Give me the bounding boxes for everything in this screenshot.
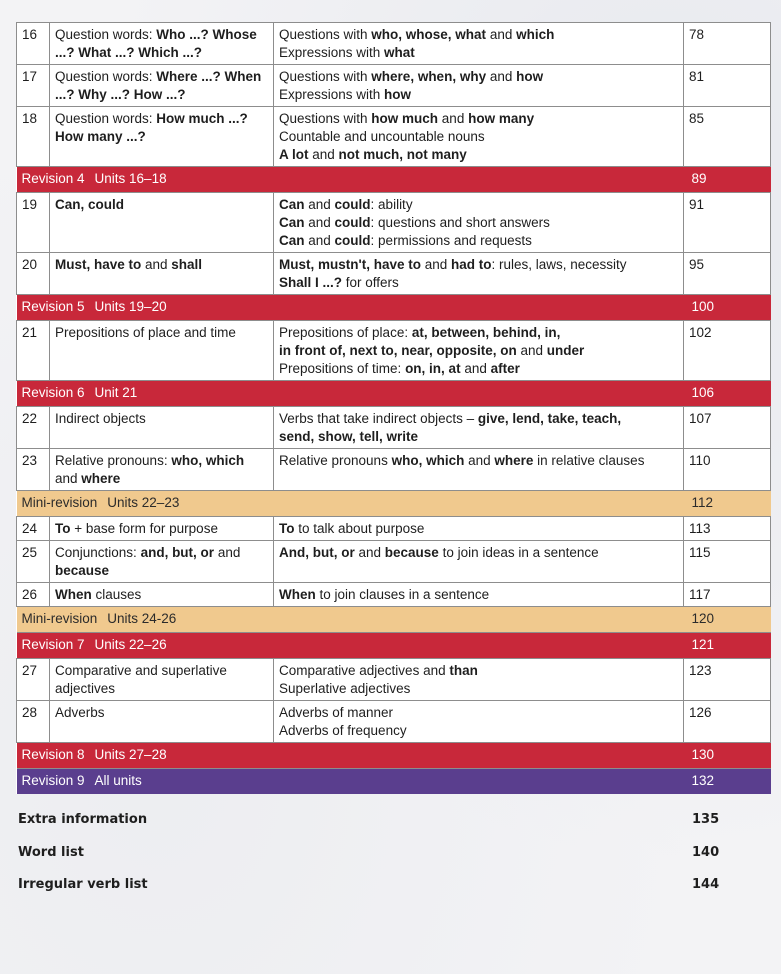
band-label: Revision 5 Units 19–20	[17, 295, 684, 321]
unit-number: 27	[17, 659, 50, 701]
band-label: Mini-revision Units 22–23	[17, 491, 684, 517]
unit-topic: Relative pronouns: who, which and where	[50, 449, 274, 491]
extra-sections	[18, 812, 718, 910]
page-number: 123	[684, 659, 771, 701]
unit-content: Can and could: ability Can and could: questions and short answers Can and could: permissions and requests	[274, 193, 684, 253]
unit-topic: Question words: Who ...? Whose ...? What ...? Which ...?	[50, 23, 274, 65]
unit-topic: When clauses	[50, 583, 274, 607]
unit-number: 23	[17, 449, 50, 491]
unit-topic: Question words: Where ...? When ...? Why ...? How ...?	[50, 65, 274, 107]
page-number: 130	[684, 743, 771, 769]
page-number: 106	[684, 381, 771, 407]
unit-number: 16	[17, 23, 50, 65]
unit-topic: Conjunctions: and, but, or and because	[50, 541, 274, 583]
revision-band-5	[17, 295, 771, 321]
unit-number: 17	[17, 65, 50, 107]
band-label: Revision 9 All units	[17, 769, 684, 795]
mini-revision-band-1	[17, 491, 771, 517]
unit-topic: Indirect objects	[50, 407, 274, 449]
unit-row-19	[17, 193, 771, 253]
page-number: 126	[684, 701, 771, 743]
unit-row-21	[17, 321, 771, 381]
page-number: 95	[684, 253, 771, 295]
extra-label: Irregular verb list	[18, 877, 148, 892]
revision-band-7	[17, 633, 771, 659]
extra-information-entry	[18, 812, 718, 845]
unit-row-16	[17, 23, 771, 65]
word-list-entry	[18, 845, 718, 878]
page-number: 85	[684, 107, 771, 167]
page-number: 89	[684, 167, 771, 193]
page-number: 81	[684, 65, 771, 107]
unit-content: Verbs that take indirect objects – give, lend, take, teach, send, show, tell, write	[274, 407, 684, 449]
unit-number: 24	[17, 517, 50, 541]
page-number: 112	[684, 491, 771, 517]
band-label: Mini-revision Units 24-26	[17, 607, 684, 633]
page-number: 107	[684, 407, 771, 449]
band-label: Revision 8 Units 27–28	[17, 743, 684, 769]
page-number: 144	[692, 877, 720, 892]
unit-number: 20	[17, 253, 50, 295]
unit-topic: Must, have to and shall	[50, 253, 274, 295]
unit-content: Questions with how much and how many Countable and uncountable nouns A lot and not much, not many	[274, 107, 684, 167]
unit-row-23	[17, 449, 771, 491]
unit-number: 22	[17, 407, 50, 449]
revision-band-6	[17, 381, 771, 407]
page-number: 135	[692, 812, 720, 827]
unit-topic: Comparative and superlative adjectives	[50, 659, 274, 701]
unit-row-26	[17, 583, 771, 607]
unit-number: 19	[17, 193, 50, 253]
page-number: 110	[684, 449, 771, 491]
unit-content: Comparative adjectives and than Superlative adjectives	[274, 659, 684, 701]
page-number: 78	[684, 23, 771, 65]
unit-content: Relative pronouns who, which and where in relative clauses	[274, 449, 684, 491]
contents-table	[16, 22, 771, 794]
page-number: 140	[692, 844, 720, 860]
unit-content: When to join clauses in a sentence	[274, 583, 684, 607]
unit-content: Questions with who, whose, what and which Expressions with what	[274, 23, 684, 65]
revision-band-4	[17, 167, 771, 193]
band-label: Revision 4 Units 16–18	[17, 167, 684, 193]
unit-content: Adverbs of manner Adverbs of frequency	[274, 701, 684, 743]
unit-number: 26	[17, 583, 50, 607]
page-number: 113	[684, 517, 771, 541]
unit-row-25	[17, 541, 771, 583]
extra-label: Word list	[18, 844, 84, 860]
unit-topic: Can, could	[50, 193, 274, 253]
unit-row-20	[17, 253, 771, 295]
unit-row-24	[17, 517, 771, 541]
page-number: 91	[684, 193, 771, 253]
unit-row-27	[17, 659, 771, 701]
revision-band-8	[17, 743, 771, 769]
unit-row-18	[17, 107, 771, 167]
page-number: 115	[684, 541, 771, 583]
page-number: 117	[684, 583, 771, 607]
irregular-verb-list-entry	[18, 877, 718, 910]
unit-content: And, but, or and because to join ideas in a sentence	[274, 541, 684, 583]
unit-topic: Prepositions of place and time	[50, 321, 274, 381]
page-number: 132	[684, 769, 771, 795]
unit-content: To to talk about purpose	[274, 517, 684, 541]
unit-topic: To + base form for purpose	[50, 517, 274, 541]
unit-content: Prepositions of place: at, between, behind, in, in front of, next to, near, opposite, on and under Prepositions of time: on, in, at and after	[274, 321, 684, 381]
unit-content: Must, mustn't, have to and had to: rules, laws, necessity Shall I ...? for offers	[274, 253, 684, 295]
revision-band-9	[17, 769, 771, 795]
mini-revision-band-2	[17, 607, 771, 633]
page-number: 120	[684, 607, 771, 633]
extra-label: Extra information	[18, 812, 148, 827]
page-number: 100	[684, 295, 771, 321]
band-label: Revision 6 Unit 21	[17, 381, 684, 407]
page-number: 102	[684, 321, 771, 381]
unit-topic: Adverbs	[50, 701, 274, 743]
unit-number: 25	[17, 541, 50, 583]
band-label: Revision 7 Units 22–26	[17, 633, 684, 659]
unit-row-28	[17, 701, 771, 743]
unit-row-22	[17, 407, 771, 449]
page-number: 121	[684, 633, 771, 659]
unit-number: 18	[17, 107, 50, 167]
unit-content: Questions with where, when, why and how Expressions with how	[274, 65, 684, 107]
unit-row-17	[17, 65, 771, 107]
unit-number: 21	[17, 321, 50, 381]
unit-topic: Question words: How much ...? How many ...?	[50, 107, 274, 167]
unit-number: 28	[17, 701, 50, 743]
